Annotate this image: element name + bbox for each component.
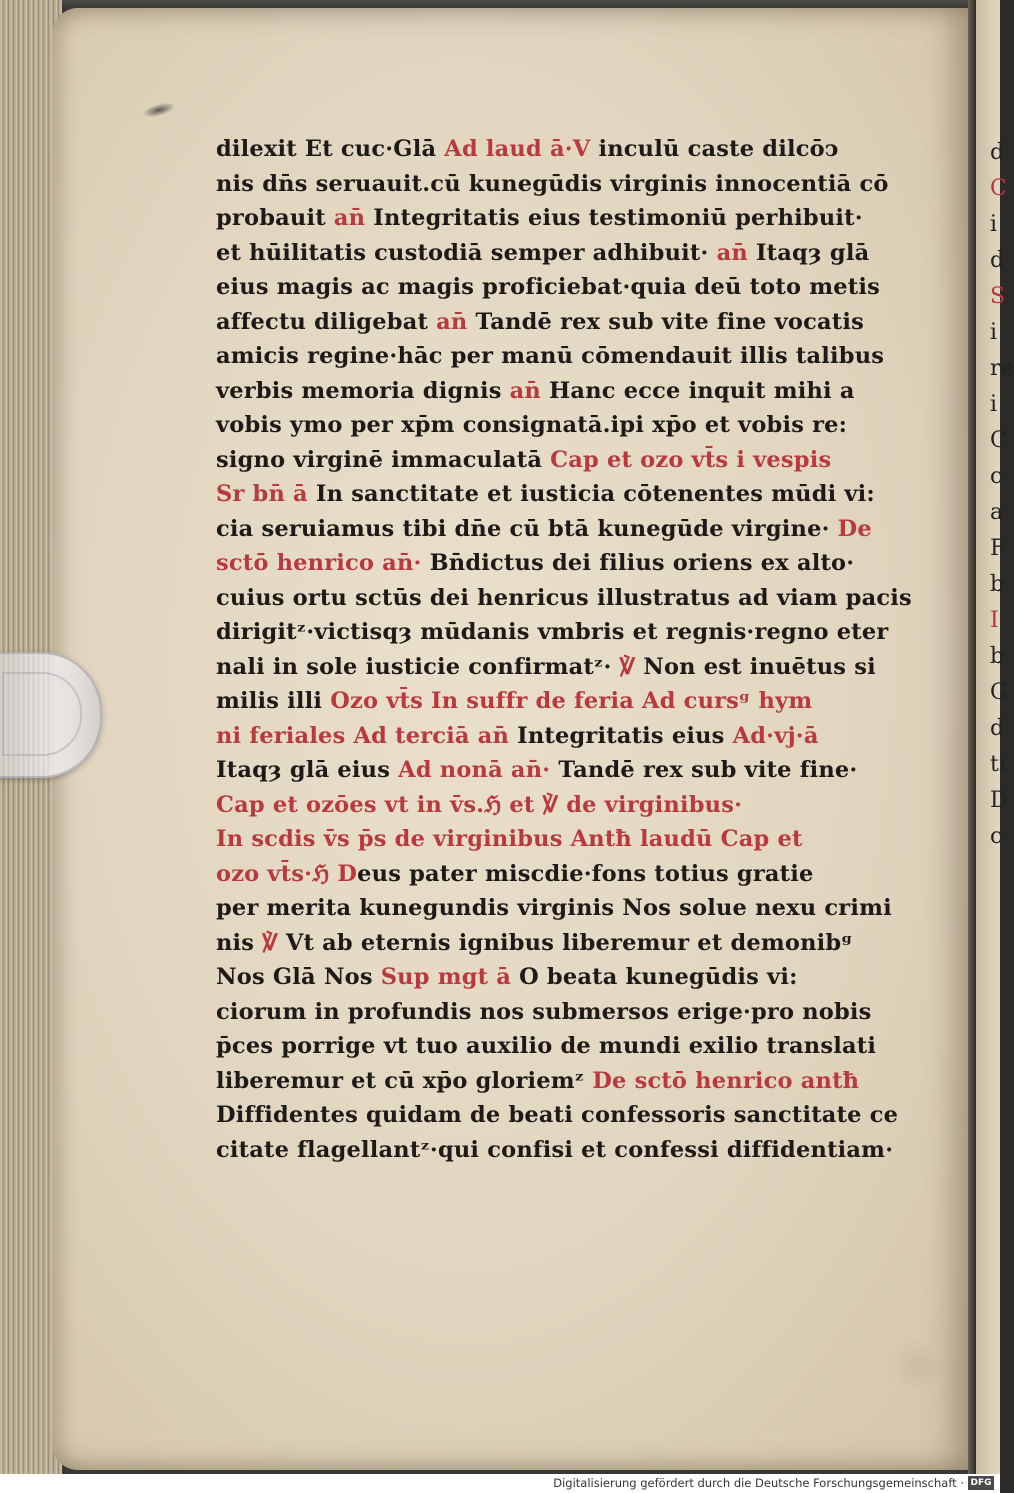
text-segment: In sanctitate et iusticia cōtenentes mūdi vi: <box>307 481 875 507</box>
rubric-segment: sctō henrico an̄· <box>216 550 422 576</box>
facing-page-fragment: D <box>990 788 1008 813</box>
rubric-segment: Sup mgt ā <box>380 964 512 990</box>
text-segment: verbis memoria dignis <box>216 377 510 404</box>
text-line <box>216 270 916 305</box>
text-line <box>216 132 916 167</box>
text-line <box>216 857 916 892</box>
text-line <box>216 615 916 650</box>
text-segment: nis dn̄s seruauit.cū kunegūdis virginis innocentiā cō <box>216 170 889 197</box>
text-segment: Itaqȝ glā <box>747 239 870 266</box>
text-line <box>216 1098 916 1133</box>
facing-page-fragment: i <box>990 212 998 237</box>
text-line <box>216 374 916 409</box>
facing-page-fragment: re <box>990 356 1014 381</box>
rubric-segment: Cap et ozōes vt in v̄s.ℌ et ℣ de virginibus· <box>216 791 743 818</box>
text-segment: Non est inuētus si <box>635 653 876 680</box>
rubric-segment: an̄ <box>333 205 366 231</box>
text-segment: signo virginē immaculatā <box>216 446 551 473</box>
text-line <box>216 546 916 581</box>
rubric-segment: Ozo vt̄s In suffr de feria Ad cursᵍ hym <box>330 688 813 714</box>
text-segment: Diffidentes quidam de beati confessoris sanctitate ce <box>216 1102 899 1128</box>
facing-page-fragment: d <box>990 140 1005 165</box>
facing-page-fragment: d <box>990 248 1005 273</box>
rubric-segment: In scdis v̄s p̄s de virginibus Antħ laudū Cap et <box>216 826 803 852</box>
text-line <box>216 753 916 788</box>
rubric-segment: Cap et ozo vt̄s i vespis <box>550 446 832 473</box>
book-gutter <box>968 0 976 1474</box>
text-segment: liberemur et cū xp̄o gloriemᶻ <box>216 1067 593 1094</box>
incunabula-text-block <box>216 132 916 1167</box>
facing-page-fragment: I <box>990 608 999 633</box>
page-clip-inner <box>2 672 82 756</box>
text-line <box>216 650 916 685</box>
facing-page-fragment: c <box>990 824 1003 849</box>
facing-page-fragment: b <box>990 644 1005 669</box>
text-segment: dilexit Et cuc·Glā <box>216 136 445 162</box>
facing-page-fragment: C <box>990 428 1007 453</box>
facing-page-fragment: i <box>990 392 998 417</box>
footer-bar <box>0 1474 1000 1493</box>
text-line <box>216 926 916 961</box>
text-segment: Hanc ecce inquit mihi a <box>540 377 855 404</box>
rubric-segment: De sctō henrico antħ <box>592 1067 860 1094</box>
text-line <box>216 822 916 857</box>
rubric-segment: ni feriales Ad terciā an̄ <box>216 722 510 749</box>
rubric-segment: ℣ <box>262 929 278 956</box>
facing-page-edge <box>976 0 1014 1474</box>
text-line <box>216 443 916 478</box>
text-line <box>216 167 916 202</box>
text-line <box>216 201 916 236</box>
facing-page-fragment: S <box>990 284 1006 309</box>
text-segment: probauit <box>216 205 334 231</box>
page-stain <box>890 1338 946 1394</box>
text-line <box>216 408 916 443</box>
facing-page-fragment: c <box>990 464 1003 489</box>
text-segment: Tandē rex sub vite fine vocatis <box>467 308 864 335</box>
text-segment: ciorum in profundis nos submersos erige·pro nobis <box>216 998 872 1025</box>
text-segment: O beata kunegūdis vi: <box>511 964 798 990</box>
facing-page-fragment: ti <box>990 752 1006 777</box>
text-segment: et hūilitatis custodiā semper adhibuit· <box>216 239 717 266</box>
text-segment: cuius ortu sctūs dei henricus illustratus ad viam pacis <box>216 584 912 611</box>
text-segment: milis illi <box>216 688 331 714</box>
text-segment: citate flagellantᶻ·qui confisi et confessi diffidentiam· <box>216 1136 894 1163</box>
facing-page-fragment: i <box>990 320 998 345</box>
rubric-segment: De <box>837 515 872 542</box>
footer-credit: Digitalisierung gefördert durch die Deutsche Forschungsgemeinschaft · <box>553 1476 964 1490</box>
rubric-segment: Ad nonā an̄· <box>398 757 551 783</box>
text-line <box>216 512 916 547</box>
text-segment: Itaqȝ glā eius <box>216 757 399 783</box>
text-line <box>216 788 916 823</box>
rubric-segment: Ad laud ā·V <box>444 136 591 162</box>
text-segment: eius magis ac magis proficiebat·quia deū toto metis <box>216 274 880 300</box>
text-segment: eus pater miscdie·fons totius gratie <box>357 860 814 887</box>
text-segment: nali in sole iusticie confirmatᶻ· <box>216 653 620 680</box>
text-segment: cia seruiamus tibi dn̄e cū btā kunegūde virgine· <box>216 515 838 542</box>
rubric-segment: ozo vt̄s·ℌ D <box>216 860 358 887</box>
text-line <box>216 236 916 271</box>
text-line <box>216 719 916 754</box>
text-line <box>216 960 916 995</box>
facing-page-fragment: a <box>990 500 1004 525</box>
rubric-segment: an̄ <box>509 377 541 404</box>
text-line <box>216 684 916 719</box>
rubric-segment: an̄ <box>436 308 468 335</box>
text-segment: dirigitᶻ·victisqȝ mūdanis vmbris et regnis·regno eter <box>216 619 889 645</box>
text-segment: Integritatis eius <box>509 722 733 749</box>
text-segment: per merita kunegundis virginis Nos solue nexu crimi <box>216 895 892 921</box>
facing-page-fragment: b <box>990 572 1005 597</box>
text-line <box>216 339 916 374</box>
text-line <box>216 305 916 340</box>
text-segment: p̄ces porrige vt tuo auxilio de mundi exilio translati <box>216 1033 877 1059</box>
text-segment: Vt ab eternis ignibus liberemur et demonibᵍ <box>277 929 853 956</box>
text-line <box>216 1064 916 1099</box>
text-line <box>216 995 916 1030</box>
facing-page-fragment: C <box>990 176 1007 201</box>
text-line <box>216 1133 916 1168</box>
text-line <box>216 1029 916 1064</box>
text-segment: nis <box>216 929 263 956</box>
text-segment: inculū caste dilcōↄ <box>590 136 839 162</box>
facing-page-fragment: d <box>990 716 1005 741</box>
rubric-segment: Ad·vj·ā <box>732 722 819 749</box>
text-segment: vobis ymo per xp̄m consignatā.ipi xp̄o et vobis re: <box>216 412 848 438</box>
text-segment: Nos Glā Nos <box>216 964 381 990</box>
text-line <box>216 581 916 616</box>
rubric-segment: an̄ <box>716 239 748 266</box>
facing-page-fragment: F <box>990 536 1006 561</box>
ink-smudge <box>141 100 177 120</box>
rubric-segment: Sr bn̄ ā <box>216 481 308 507</box>
dfg-logo-icon: DFG <box>968 1476 994 1490</box>
text-segment: Bn̄dictus dei filius oriens ex alto· <box>421 550 855 576</box>
facing-page-fragment: G <box>990 680 1008 705</box>
rubric-segment: ℣ <box>619 653 636 680</box>
text-segment: Tandē rex sub vite fine· <box>550 757 858 783</box>
text-segment: affectu diligebat <box>216 308 437 335</box>
text-segment: Integritatis eius testimoniū perhibuit· <box>365 205 863 231</box>
text-line <box>216 477 916 512</box>
text-line <box>216 891 916 926</box>
text-segment: amicis regine·hāc per manū cōmendauit illis talibus <box>216 343 885 369</box>
